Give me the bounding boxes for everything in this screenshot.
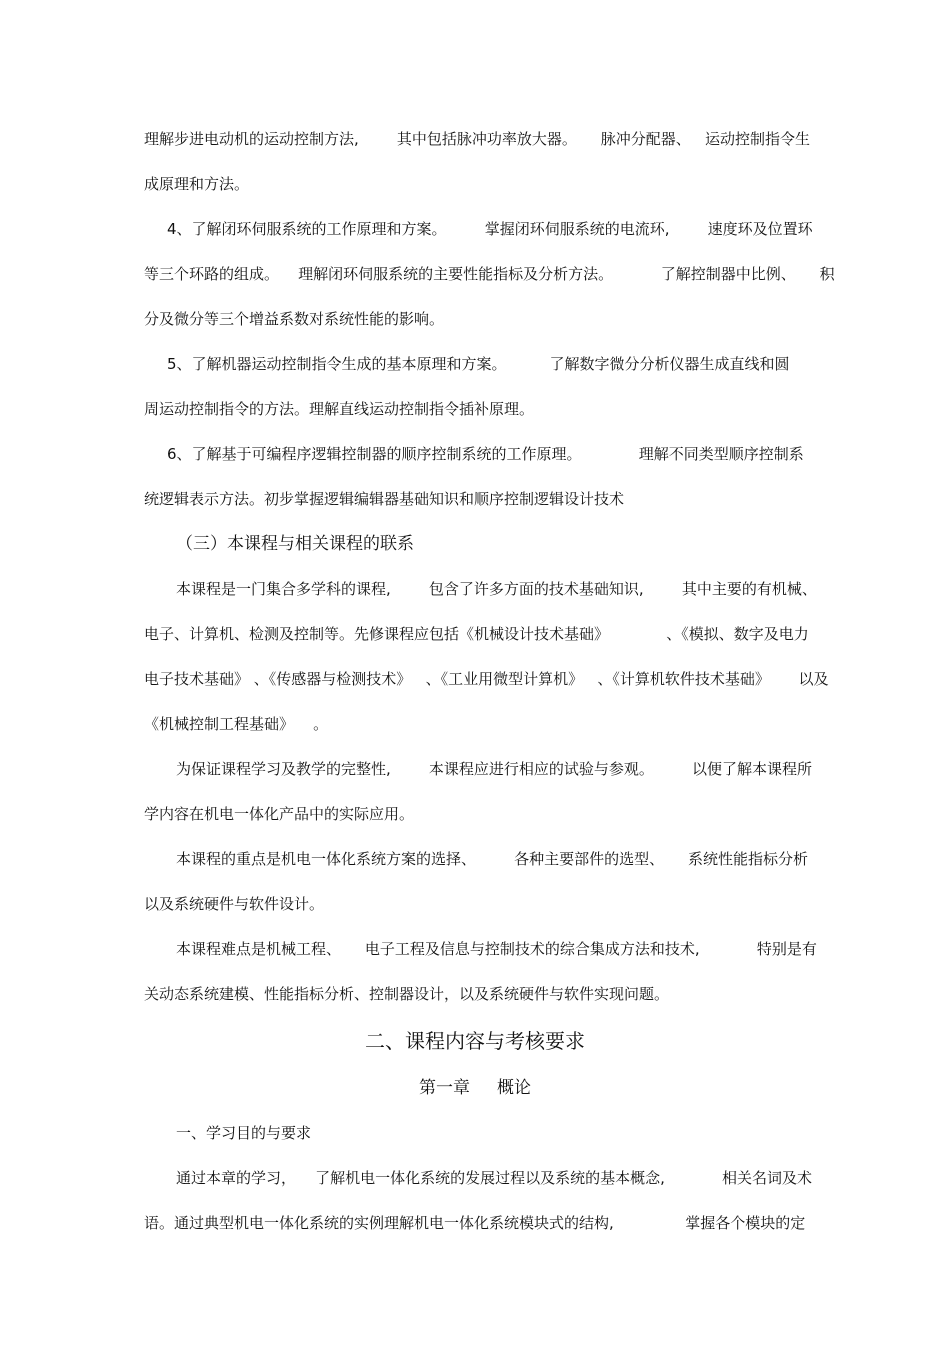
paragraph-line: 本课程难点是机械工程、 电子工程及信息与控制技术的综合集成方法和技术, 特别是有 bbox=[176, 940, 817, 958]
paragraph-line: 通过本章的学习， 了解机电一体化系统的发展过程以及系统的基本概念, 相关名词及术 bbox=[176, 1169, 813, 1187]
paragraph-line: 为保证课程学习及教学的完整性, 本课程应进行相应的试验与参观。 以便了解本课程所 bbox=[176, 760, 813, 778]
paragraph-line: 关动态系统建模、性能指标分析、控制器设计，以及系统硬件与软件实现问题。 bbox=[144, 985, 670, 1003]
paragraph-line: 语。通过典型机电一体化系统的实例理解机电一体化系统模块式的结构, 掌握各个模块的定 bbox=[144, 1214, 806, 1232]
list-item-4-line: 4、了解闭环伺服系统的工作原理和方案。 掌握闭环伺服系统的电流环, 速度环及位置环 bbox=[167, 220, 813, 238]
paragraph-line: 本课程的重点是机电一体化系统方案的选择、 各种主要部件的选型、 系统性能指标分析 bbox=[176, 850, 808, 868]
paragraph-line: 理解步进电动机的运动控制方法, 其中包括脉冲功率放大器。 脉冲分配器、 运动控制指令生 bbox=[144, 130, 811, 148]
subsection-heading: 一、学习目的与要求 bbox=[176, 1124, 312, 1142]
paragraph-line: 以及系统硬件与软件设计。 bbox=[144, 895, 325, 913]
paragraph-line: 成原理和方法。 bbox=[144, 175, 250, 193]
section-heading: （三）本课程与相关课程的联系 bbox=[176, 534, 414, 554]
paragraph-line: 分及微分等三个增益系数对系统性能的影响。 bbox=[144, 310, 445, 328]
paragraph-line: 电子技术基础》 、《传感器与检测技术》 、《工业用微型计算机》 、《计算机软件技术基础》 以及 bbox=[144, 670, 829, 688]
paragraph-line: 周运动控制指令的方法。理解直线运动控制指令插补原理。 bbox=[144, 400, 535, 418]
list-item-6-line: 6、了解基于可编程序逻辑控制器的顺序控制系统的工作原理。 理解不同类型顺序控制系 bbox=[167, 445, 804, 463]
paragraph-line: 等三个环路的组成。 理解闭环伺服系统的主要性能指标及分析方法。 了解控制器中比例、 积 bbox=[144, 265, 835, 283]
chapter-title: 第一章 概论 bbox=[418, 1078, 532, 1098]
paragraph-line: 本课程是一门集合多学科的课程, 包含了许多方面的技术基础知识, 其中主要的有机械、 bbox=[176, 580, 817, 598]
list-item-5-line: 5、了解机器运动控制指令生成的基本原理和方案。 了解数字微分分析仪器生成直线和圆 bbox=[167, 355, 790, 373]
paragraph-line: 学内容在机电一体化产品中的实际应用。 bbox=[144, 805, 415, 823]
paragraph-line: 统逻辑表示方法。初步掌握逻辑编辑器基础知识和顺序控制逻辑设计技术 bbox=[144, 490, 625, 508]
section-title: 二、课程内容与考核要求 bbox=[365, 1029, 585, 1053]
paragraph-line: 《机械控制工程基础》 。 bbox=[144, 715, 329, 733]
paragraph-line: 电子、计算机、检测及控制等。先修课程应包括《机械设计技术基础》 、《模拟、数字及电力 bbox=[144, 625, 809, 643]
